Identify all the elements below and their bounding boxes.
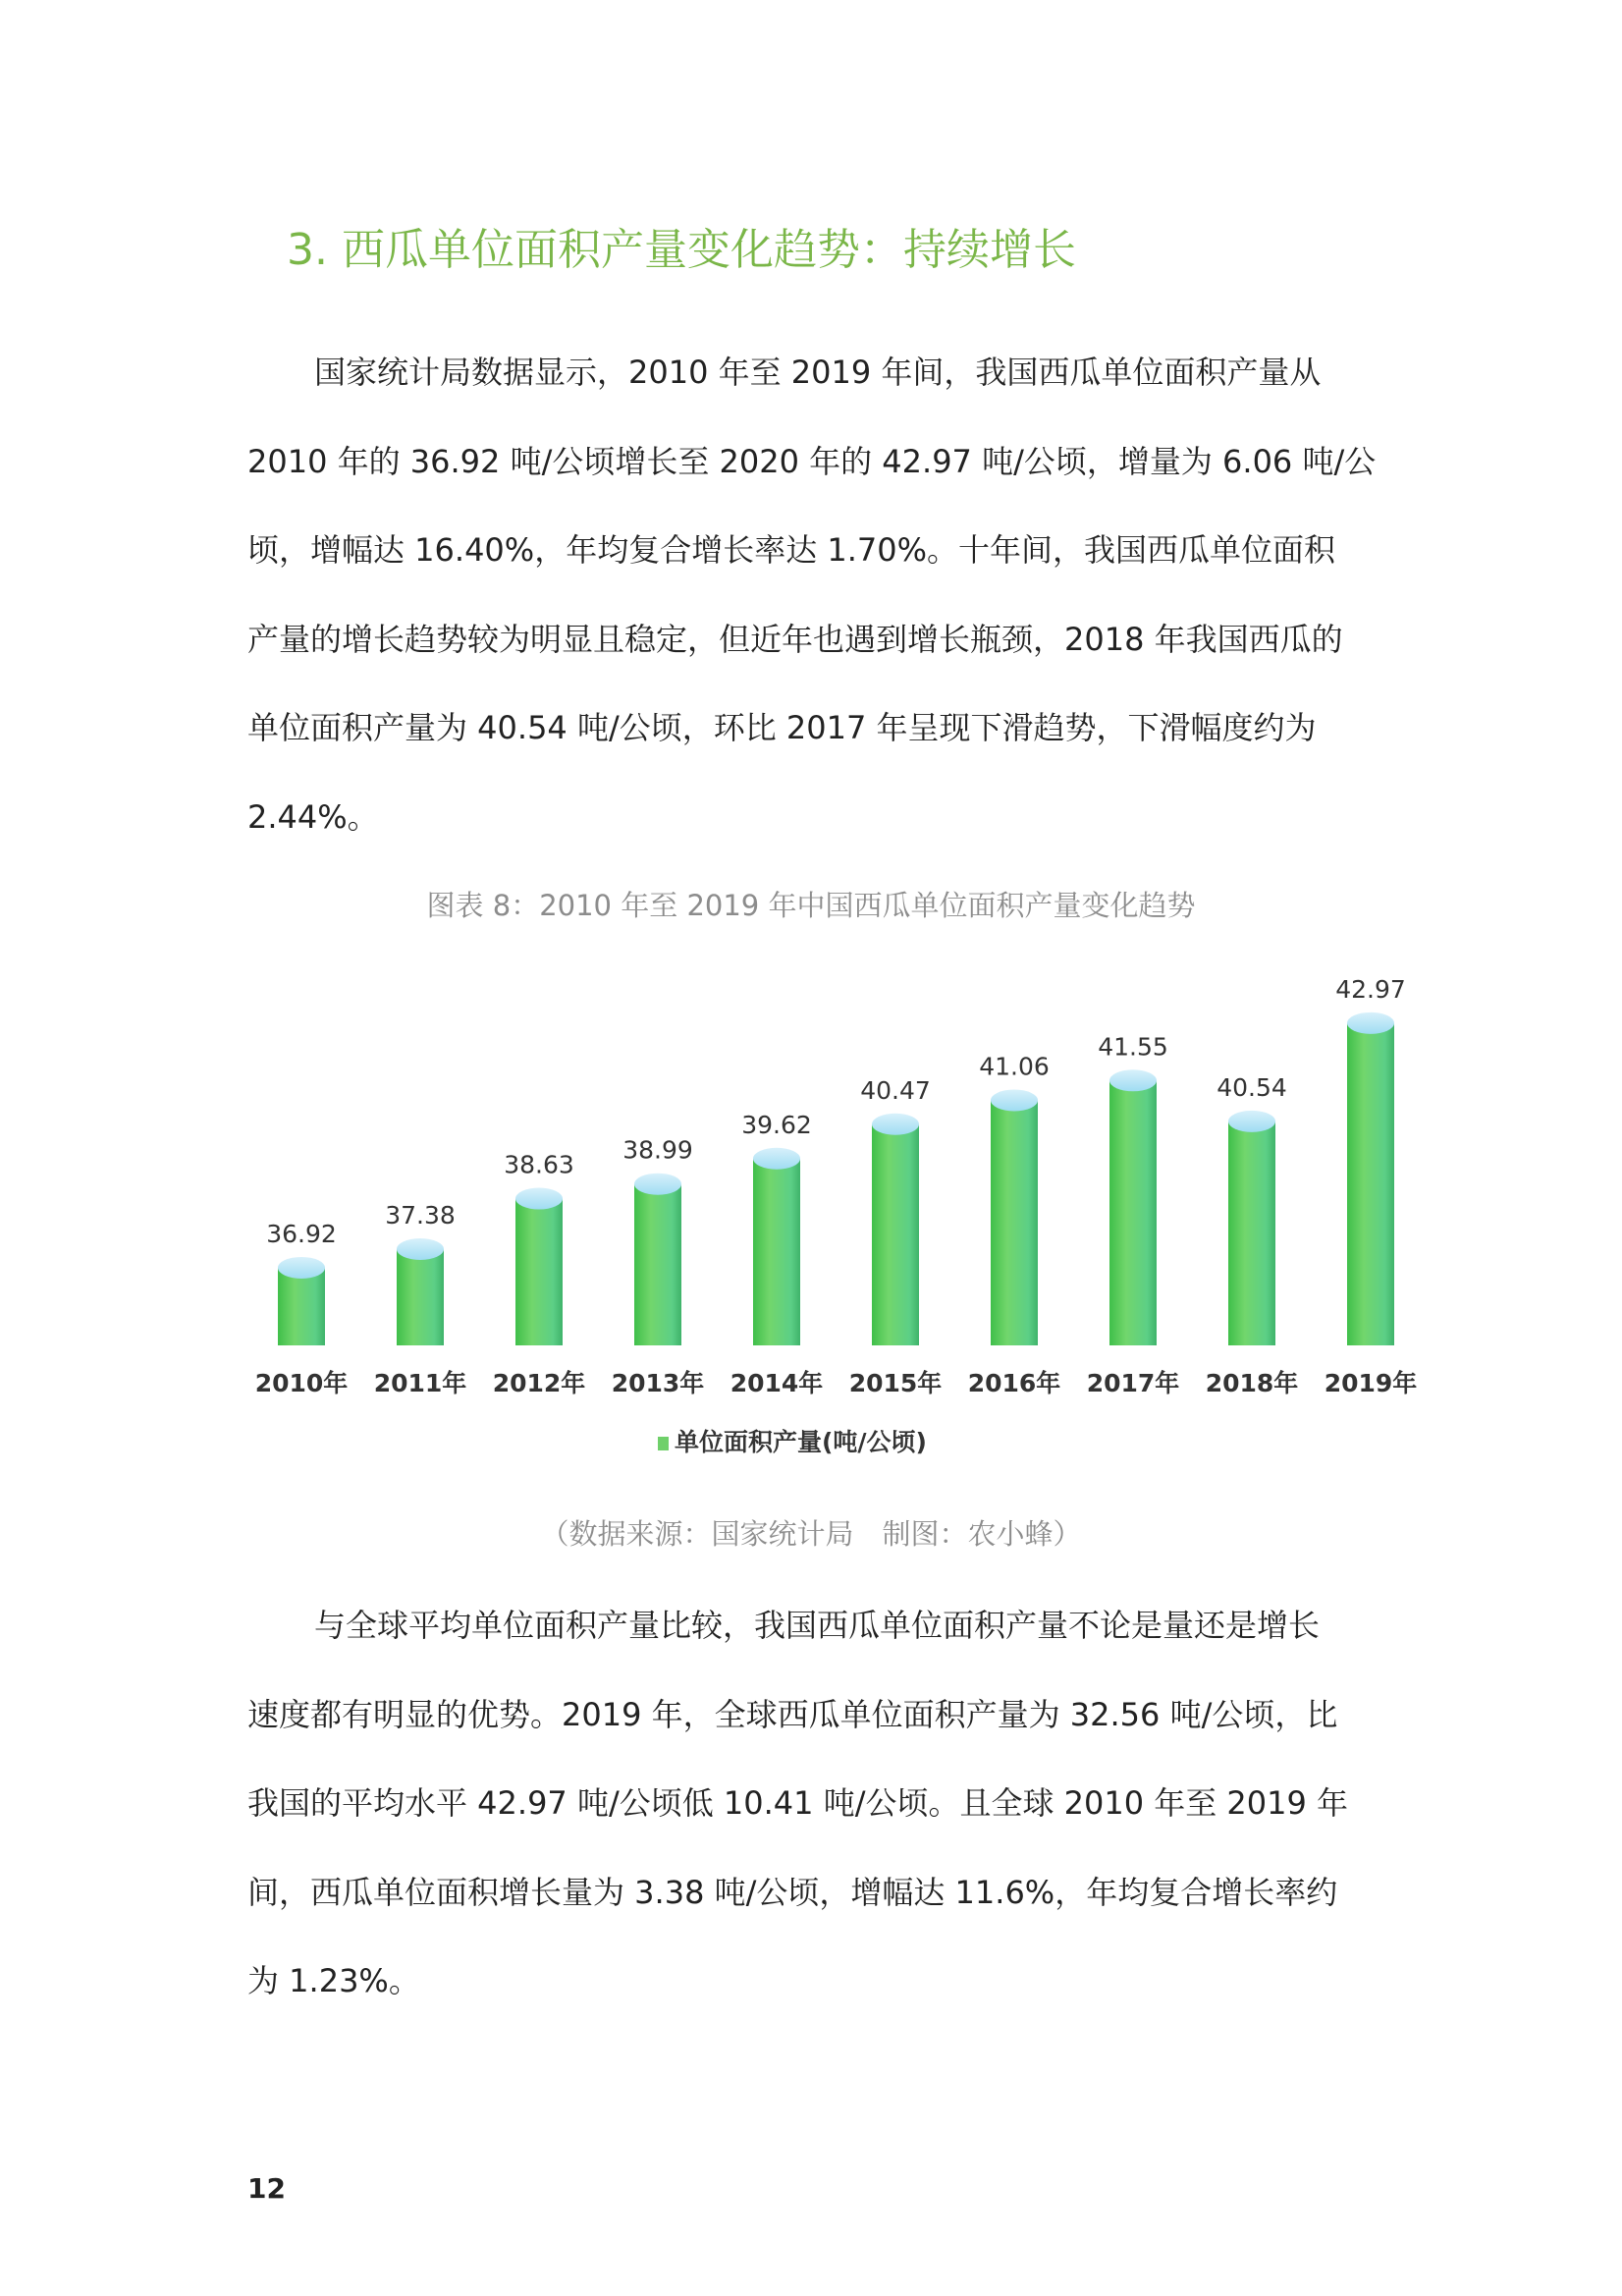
data-label: 41.06 <box>979 1052 1050 1081</box>
x-tick-label: 2019年 <box>1324 1369 1418 1397</box>
data-label: 42.97 <box>1335 974 1406 1004</box>
paragraph-line: 我国的平均水平 42.97 吨/公顷低 10.41 吨/公顷。且全球 2010 年至 2019 年 <box>247 1784 1349 1822</box>
bar-cap <box>1347 1012 1394 1034</box>
data-label: 40.47 <box>860 1075 931 1105</box>
paragraph-line: 为 1.23%。 <box>247 1962 420 1999</box>
paragraph-line: 2010 年的 36.92 吨/公顷增长至 2020 年的 42.97 吨/公顷，增量为 6.06 吨/公 <box>247 443 1377 480</box>
data-label: 40.54 <box>1216 1072 1287 1102</box>
bar-chart <box>236 962 1433 1493</box>
bar-cap <box>872 1114 919 1135</box>
data-label: 41.55 <box>1098 1032 1168 1062</box>
bar <box>1109 1080 1157 1345</box>
chart-legend <box>658 1428 927 1456</box>
data-label: 36.92 <box>266 1219 337 1248</box>
figure-source: （数据来源：国家统计局 制图：农小蜂） <box>540 1517 1082 1551</box>
paragraph-line: 速度都有明显的优势。2019 年，全球西瓜单位面积产量为 32.56 吨/公顷，比 <box>247 1696 1338 1733</box>
paragraph-line: 顷，增幅达 16.40%，年均复合增长率达 1.70%。十年间，我国西瓜单位面积 <box>247 531 1336 569</box>
x-tick-label: 2018年 <box>1205 1369 1299 1397</box>
paragraph-line: 单位面积产量为 40.54 吨/公顷，环比 2017 年呈现下滑趋势，下滑幅度约为 <box>247 709 1317 746</box>
bar-cap <box>991 1089 1038 1111</box>
bar-cap <box>753 1148 800 1170</box>
bar <box>753 1159 800 1345</box>
bar <box>515 1199 563 1345</box>
x-tick-label: 2012年 <box>492 1369 586 1397</box>
data-label: 38.63 <box>504 1150 574 1179</box>
paragraph-line: 2.44%。 <box>247 798 379 836</box>
page-number: 12 <box>247 2172 286 2205</box>
legend-swatch <box>658 1437 669 1450</box>
bar <box>397 1249 444 1345</box>
data-label: 38.99 <box>622 1135 693 1165</box>
bar-cap <box>397 1238 444 1260</box>
bar <box>1347 1023 1394 1345</box>
bar-cap <box>634 1174 681 1195</box>
bar-cap <box>515 1188 563 1210</box>
bar-cap <box>1109 1069 1157 1091</box>
x-tick-label: 2010年 <box>254 1369 349 1397</box>
bar-cap <box>278 1257 325 1279</box>
bar <box>991 1100 1038 1345</box>
bar <box>278 1268 325 1345</box>
x-tick-label: 2016年 <box>967 1369 1061 1397</box>
x-tick-label: 2017年 <box>1086 1369 1180 1397</box>
paragraph-line: 产量的增长趋势较为明显且稳定，但近年也遇到增长瓶颈，2018 年我国西瓜的 <box>247 621 1343 658</box>
bar <box>872 1124 919 1345</box>
x-tick-label: 2011年 <box>373 1369 467 1397</box>
bar <box>1228 1121 1275 1345</box>
paragraph-line: 国家统计局数据显示，2010 年至 2019 年间，我国西瓜单位面积产量从 <box>314 354 1322 391</box>
figure-caption: 图表 8：2010 年至 2019 年中国西瓜单位面积产量变化趋势 <box>426 889 1196 922</box>
section-heading: 3. 西瓜单位面积产量变化趋势：持续增长 <box>287 225 1076 275</box>
x-tick-label: 2014年 <box>730 1369 824 1397</box>
bar <box>634 1184 681 1345</box>
x-tick-label: 2015年 <box>848 1369 943 1397</box>
data-label: 39.62 <box>741 1110 812 1139</box>
legend-label: 单位面积产量(吨/公顷) <box>675 1428 927 1456</box>
x-tick-label: 2013年 <box>611 1369 705 1397</box>
paragraph-line: 与全球平均单位面积产量比较，我国西瓜单位面积产量不论是量还是增长 <box>314 1607 1321 1644</box>
bar-cap <box>1228 1111 1275 1132</box>
paragraph-line: 间，西瓜单位面积增长量为 3.38 吨/公顷，增幅达 11.6%，年均复合增长率约 <box>247 1874 1338 1911</box>
data-label: 37.38 <box>385 1201 456 1230</box>
